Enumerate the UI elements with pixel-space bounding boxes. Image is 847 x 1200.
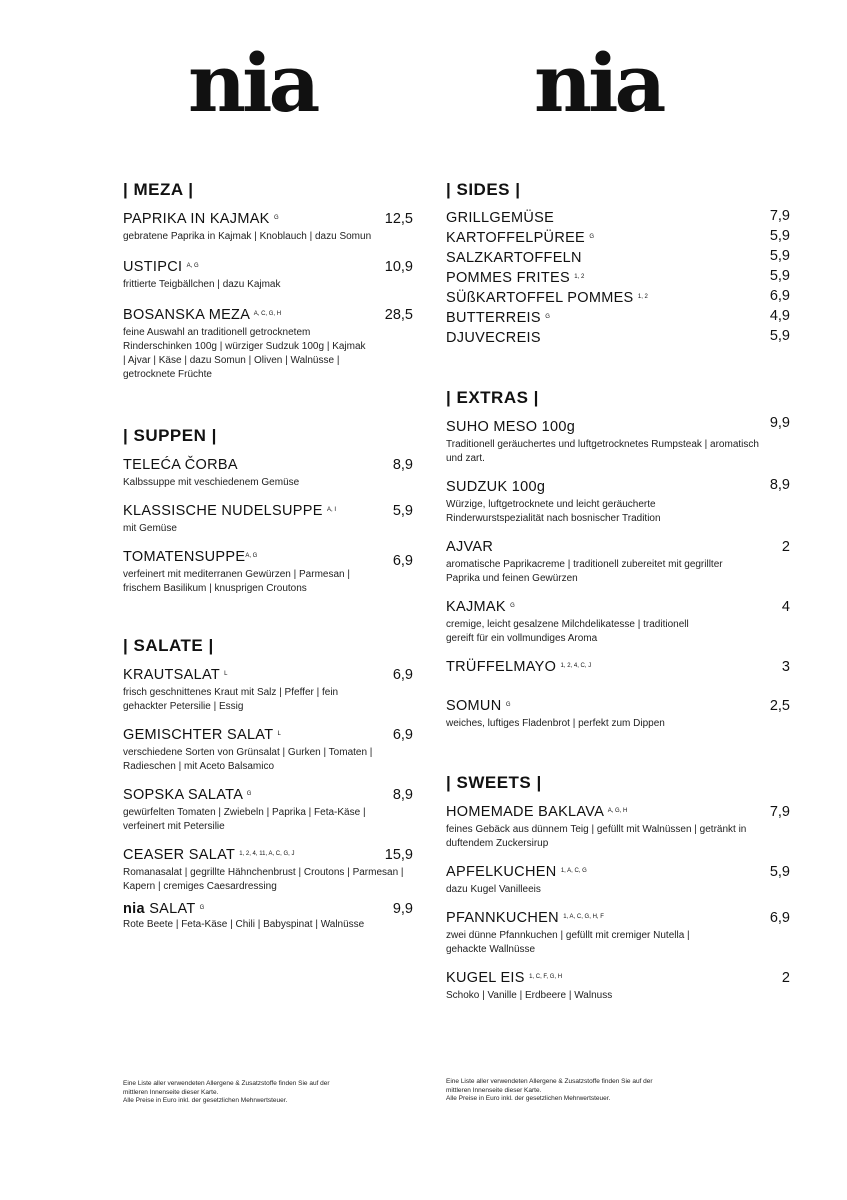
item-name: KLASSISCHE NUDELSUPPE $^{A, I}$ [123, 503, 337, 519]
footnote-line: mittleren Innenseite dieser Karte. [123, 1088, 219, 1096]
menu-item-ceaser-salat [123, 846, 413, 894]
footnote-line: Alle Preise in Euro inkl. der gesetzlichen Mehrwertsteuer. [446, 1095, 611, 1102]
item-price: 2 [781, 539, 790, 555]
item-description: dazu Kugel Vanilleeis [446, 884, 541, 895]
item-name: TRÜFFELMAYO $^{1, 2, 4, C, J}$ [446, 659, 592, 675]
item-name: SUDZUK 100g [446, 479, 546, 495]
menu-item-salzkartoffeln [446, 249, 790, 269]
item-name: KRAUTSALAT $^L$ [123, 667, 228, 683]
item-name: BUTTERREIS $^G$ [446, 310, 550, 326]
item-name: SÜßKARTOFFEL POMMES $^{1, 2}$ [446, 290, 648, 306]
menu-item-ajvar [446, 538, 790, 586]
left-column [123, 180, 413, 932]
item-name: KUGEL EIS $^{1, C, F, G, H}$ [446, 970, 563, 986]
item-name: $TOMATENSUPPE^{A, G}$ [123, 549, 258, 565]
menu-item-nia-salat [123, 900, 413, 932]
item-name: APFELKUCHEN $^{1, A, C, G}$ [446, 864, 587, 880]
right-column [446, 180, 790, 1003]
menu-item-butterreis [446, 309, 790, 329]
item-price: 8,9 [392, 787, 413, 803]
menu-item-sudzuk [446, 478, 790, 526]
footnote-line: Alle Preise in Euro inkl. der gesetzlichen Mehrwertsteuer. [123, 1097, 288, 1104]
item-description: Rote Beete | Feta-Käse | Chili | Babyspinat | Walnüsse [123, 919, 365, 930]
item-price: 8,9 [392, 457, 413, 473]
menu-item-djuvecreis [446, 329, 790, 349]
item-price: 28,5 [384, 307, 413, 323]
item-description: weiches, luftiges Fladenbrot | perfekt zum Dippen [446, 718, 665, 729]
nia-logo-left: nia [188, 36, 317, 130]
item-price: 7,9 [769, 804, 790, 820]
item-description: feines Gebäck aus dünnem Teig | gefüllt mit Walnüssen | getränkt in duftendem Zuckersirup [446, 824, 747, 849]
item-name: GEMISCHTER SALAT $^L$ [123, 727, 281, 743]
item-description: frisch geschnittenes Kraut mit Salz | Pfeffer | fein gehackter Petersilie | Essig [123, 687, 339, 712]
menu-item-sopska-salata [123, 786, 413, 834]
menu-item-bosanska-meza [123, 306, 413, 382]
item-price: 6,9 [769, 910, 790, 926]
item-price: 5,9 [769, 268, 790, 284]
allergen-footnote-left [123, 1080, 423, 1106]
item-price: 3 [781, 659, 790, 675]
item-description: Traditionell geräuchertes und luftgetrocknetes Rumpsteak | aromatisch und zart. [446, 439, 759, 464]
allergen-footnote-right [446, 1078, 746, 1104]
section-title-sweets: | SWEETS | [446, 773, 542, 792]
item-description: Romanasalat | gegrillte Hähnchenbrust | Croutons | Parmesan | Kapern | cremiges Caesardressing [123, 867, 404, 892]
menu-item-pfannkuchen [446, 909, 790, 957]
item-name: PFANNKUCHEN $^{1, A, C, G, H, F}$ [446, 910, 604, 926]
item-name: nia SALAT $^G$ [123, 901, 205, 917]
item-description: gebratene Paprika in Kajmak | Knoblauch | dazu Somun [123, 231, 372, 242]
footnote-line: mittleren Innenseite dieser Karte. [446, 1086, 542, 1094]
item-description: Würzige, luftgetrocknete und leicht geräucherte Rinderwurstspezialität nach bosnischer Tradition [446, 499, 661, 524]
item-name: AJVAR [446, 539, 494, 555]
menu-item-krautsalat [123, 666, 413, 714]
item-name: SALZKARTOFFELN [446, 250, 582, 266]
item-name: SOMUN $^G$ [446, 698, 511, 714]
menu-item-kugel-eis [446, 969, 790, 1003]
section-title-meza: | MEZA | [123, 180, 194, 199]
menu-item-suesskartoffel-pommes [446, 289, 790, 309]
menu-item-kartoffelpueree [446, 229, 790, 249]
menu-item-paprika-in-kajmak [123, 210, 413, 244]
menu-item-suho-meso [446, 415, 790, 466]
item-description: mit Gemüse [123, 523, 177, 534]
item-price: 6,9 [392, 553, 413, 569]
menu-item-teleca-corba [123, 456, 413, 490]
item-price: 5,9 [769, 864, 790, 880]
menu-item-kajmak [446, 598, 790, 646]
item-description: frittierte Teigbällchen | dazu Kajmak [123, 279, 281, 290]
item-price: 6,9 [769, 288, 790, 304]
item-price: 12,5 [384, 211, 413, 227]
section-title-suppen: | SUPPEN | [123, 426, 217, 445]
item-description: zwei dünne Pfannkuchen | gefüllt mit cremiger Nutella | gehackte Wallnüsse [446, 930, 690, 955]
item-name: POMMES FRITES $^{1, 2}$ [446, 270, 585, 286]
footnote-line: Eine Liste aller verwendeten Allergene & Zusatzstoffe finden Sie auf der [123, 1080, 330, 1087]
section-title-extras: | EXTRAS | [446, 388, 539, 407]
section-title-salate: | SALATE | [123, 636, 214, 655]
menu-item-somun [446, 697, 790, 731]
section-title-sides: | SIDES | [446, 180, 521, 199]
item-price: 4,9 [769, 308, 790, 324]
item-price: 7,9 [769, 208, 790, 224]
item-price: 9,9 [392, 901, 413, 917]
sides-list [446, 209, 790, 349]
item-description: gewürfelten Tomaten | Zwiebeln | Paprika | Feta-Käse | verfeinert mit Petersilie [123, 807, 366, 832]
item-description: cremige, leicht gesalzene Milchdelikatesse | traditionell gereift für ein vollmundiges Aroma [446, 619, 689, 644]
menu-item-pommes-frites [446, 269, 790, 289]
item-name: PAPRIKA IN KAJMAK $^G$ [123, 211, 279, 227]
item-name: DJUVECREIS [446, 330, 541, 346]
item-description: aromatische Paprikacreme | traditionell zubereitet mit gegrillter Paprika und feinen Gewürzen [446, 559, 723, 584]
menu-item-klassische-nudelsuppe [123, 502, 413, 536]
item-price: 10,9 [384, 259, 413, 275]
item-price: 6,9 [392, 727, 413, 743]
item-description: verfeinert mit mediterranen Gewürzen | Parmesan | frischem Basilikum | knusprigen Croutons [123, 569, 350, 594]
item-name: HOMEMADE BAKLAVA $^{A, G, H}$ [446, 804, 628, 820]
item-description: verschiedene Sorten von Grünsalat | Gurken | Tomaten | Radieschen | mit Aceto Balsamico [123, 747, 373, 772]
item-price: 8,9 [769, 477, 790, 493]
menu-item-apfelkuchen [446, 863, 790, 897]
item-name: TELEĆA ČORBA [123, 457, 238, 473]
item-price: 5,9 [769, 228, 790, 244]
menu-item-grillgemuese [446, 209, 790, 229]
item-price: 5,9 [392, 503, 413, 519]
item-name: GRILLGEMÜSE [446, 210, 555, 226]
item-price: 2 [781, 970, 790, 986]
item-name: SUHO MESO 100g [446, 419, 576, 435]
item-price: 2,5 [769, 698, 790, 714]
item-price: 9,9 [769, 415, 790, 431]
menu-item-ustipci [123, 258, 413, 292]
menu-item-homemade-baklava [446, 803, 790, 851]
item-price: 5,9 [769, 248, 790, 264]
item-name: BOSANSKA MEZA $^{A, C, G, H}$ [123, 307, 282, 323]
item-name: KARTOFFELPÜREE $^G$ [446, 230, 595, 246]
item-price: 15,9 [384, 847, 413, 863]
item-description: Schoko | Vanille | Erdbeere | Walnuss [446, 990, 613, 1001]
item-name: CEASER SALAT $^{1, 2, 4, 11, A, C, G, J}$ [123, 847, 295, 863]
item-price: 4 [781, 599, 790, 615]
menu-item-tomatensuppe [123, 548, 413, 596]
footnote-line: Eine Liste aller verwendeten Allergene & Zusatzstoffe finden Sie auf der [446, 1078, 653, 1085]
menu-item-trueffelmayo [446, 658, 790, 676]
menu-item-gemischter-salat [123, 726, 413, 774]
item-description: Kalbssuppe mit veschiedenem Gemüse [123, 477, 300, 488]
item-price: 6,9 [392, 667, 413, 683]
item-name: SOPSKA SALATA $^G$ [123, 787, 252, 803]
item-price: 5,9 [769, 328, 790, 344]
item-name: USTIPCI $^{A, G}$ [123, 259, 199, 275]
item-description: feine Auswahl an traditionell getrocknetem Rinderschinken 100g | würziger Sudzuk 100g | Kajmak | Ajvar | Käse | dazu Somun | Oliven | Walnüsse | getrocknete Früchte [123, 327, 366, 380]
nia-logo-right: nia [534, 36, 663, 130]
item-name: KAJMAK $^G$ [446, 599, 515, 615]
